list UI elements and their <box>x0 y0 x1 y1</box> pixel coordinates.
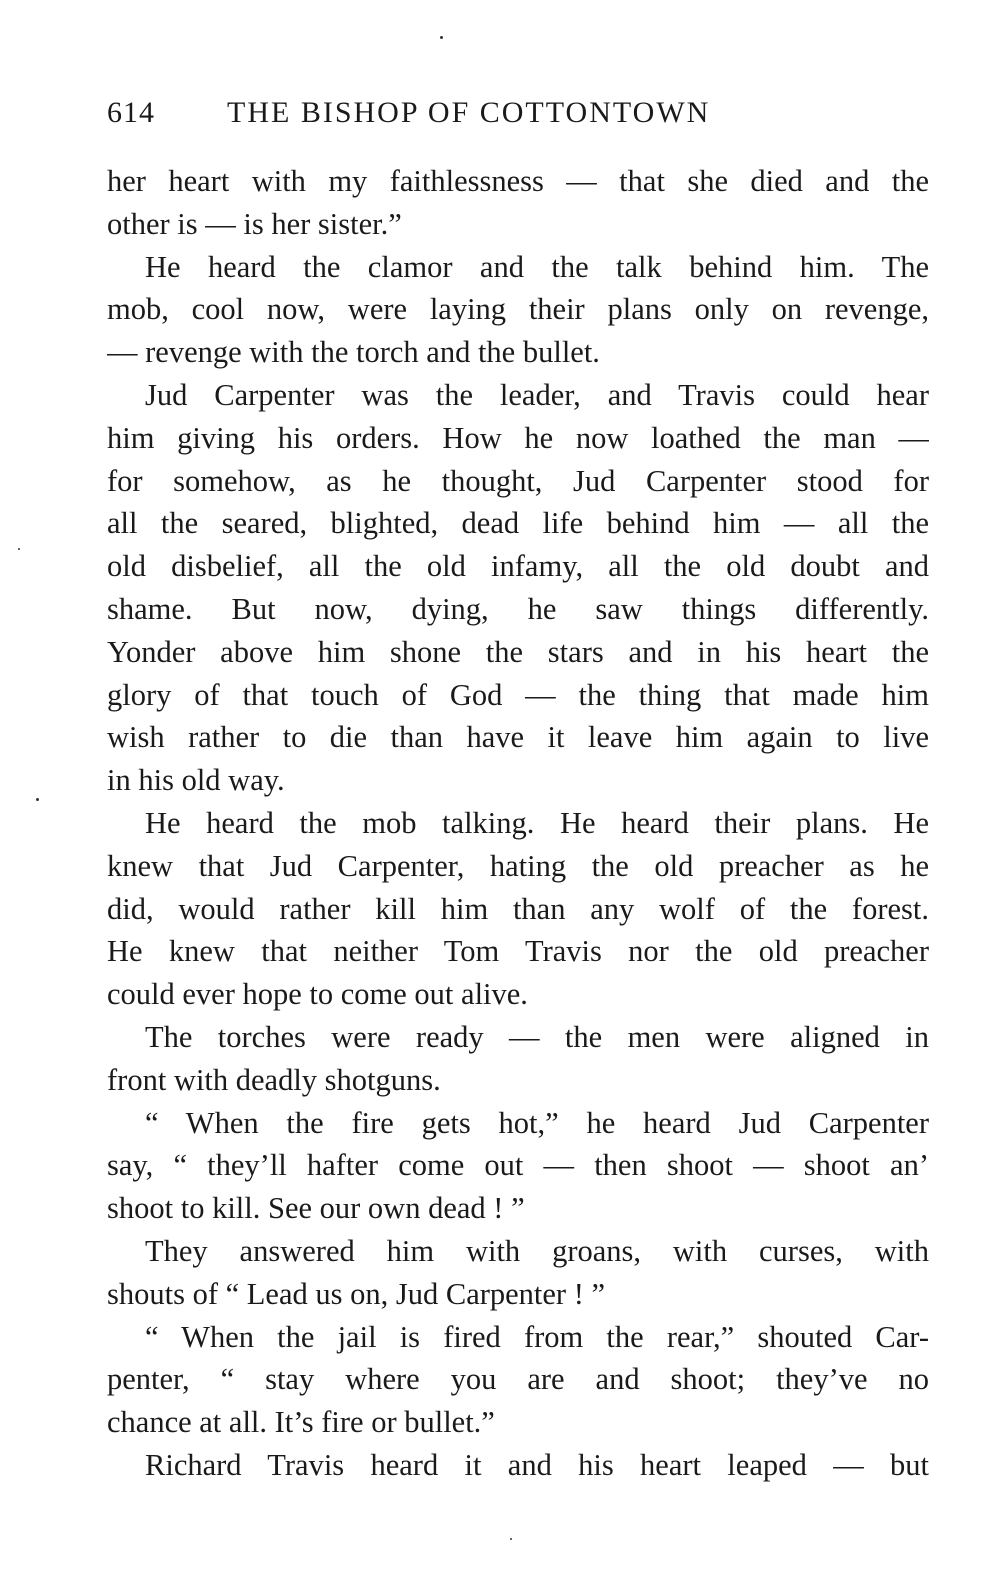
text-line: Jud Carpenter was the leader, and Travis could hear <box>145 377 929 412</box>
book-page <box>107 96 929 1487</box>
page-number: 614 <box>107 96 155 129</box>
text-line: front with deadly shotguns. <box>107 1062 441 1097</box>
text-line: — revenge with the torch and the bullet. <box>107 335 600 370</box>
text-line: could ever hope to come out alive. <box>107 977 528 1012</box>
text-line: The torches were ready — the men were aligned in <box>145 1019 929 1054</box>
text-line: He heard the mob talking. He heard their plans. He <box>145 805 929 840</box>
text-line: shouts of “ Lead us on, Jud Carpenter ! ” <box>107 1276 606 1311</box>
text-line: knew that Jud Carpenter, hating the old preacher as he <box>107 848 929 883</box>
text-line: chance at all. It’s fire or bullet.” <box>107 1405 495 1440</box>
text-line: shoot to kill. See our own dead ! ” <box>107 1191 525 1226</box>
running-head <box>107 96 929 156</box>
text-body <box>107 160 929 1487</box>
scan-speck <box>18 548 20 550</box>
text-line: wish rather to die than have it leave him again to live <box>107 720 929 755</box>
text-line: “ When the jail is fired from the rear,” shouted Car- <box>145 1319 929 1354</box>
text-line: penter, “ stay where you are and shoot; they’ve no <box>107 1362 929 1397</box>
text-line: old disbelief, all the old infamy, all the old doubt and <box>107 549 929 584</box>
scan-speck <box>510 1538 512 1540</box>
text-line: He knew that neither Tom Travis nor the old preacher <box>107 934 929 969</box>
text-line: glory of that touch of God — the thing that made him <box>107 677 929 712</box>
text-line: “ When the fire gets hot,” he heard Jud Carpenter <box>145 1105 929 1140</box>
text-line: all the seared, blighted, dead life behind him — all the <box>107 506 929 541</box>
text-line: He heard the clamor and the talk behind him. The <box>145 249 929 284</box>
text-line: Yonder above him shone the stars and in his heart the <box>107 634 929 669</box>
text-line: say, “ they’ll hafter come out — then shoot — shoot an’ <box>107 1148 929 1183</box>
scan-speck <box>440 36 443 39</box>
scan-speck <box>36 798 39 801</box>
text-line: shame. But now, dying, he saw things differently. <box>107 591 929 626</box>
text-line: They answered him with groans, with curses, with <box>145 1233 929 1268</box>
text-line: other is — is her sister.” <box>107 206 402 241</box>
text-line: him giving his orders. How he now loathed the man — <box>107 420 929 455</box>
text-line: mob, cool now, were laying their plans only on revenge, <box>107 292 929 327</box>
text-line: her heart with my faithlessness — that she died and the <box>107 164 929 198</box>
text-line: did, would rather kill him than any wolf of the forest. <box>107 891 929 926</box>
text-line: in his old way. <box>107 763 285 798</box>
text-line: Richard Travis heard it and his heart leaped — but <box>145 1447 929 1482</box>
text-line: for somehow, as he thought, Jud Carpenter stood for <box>107 463 929 498</box>
running-title: THE BISHOP OF COTTONTOWN <box>227 96 711 129</box>
